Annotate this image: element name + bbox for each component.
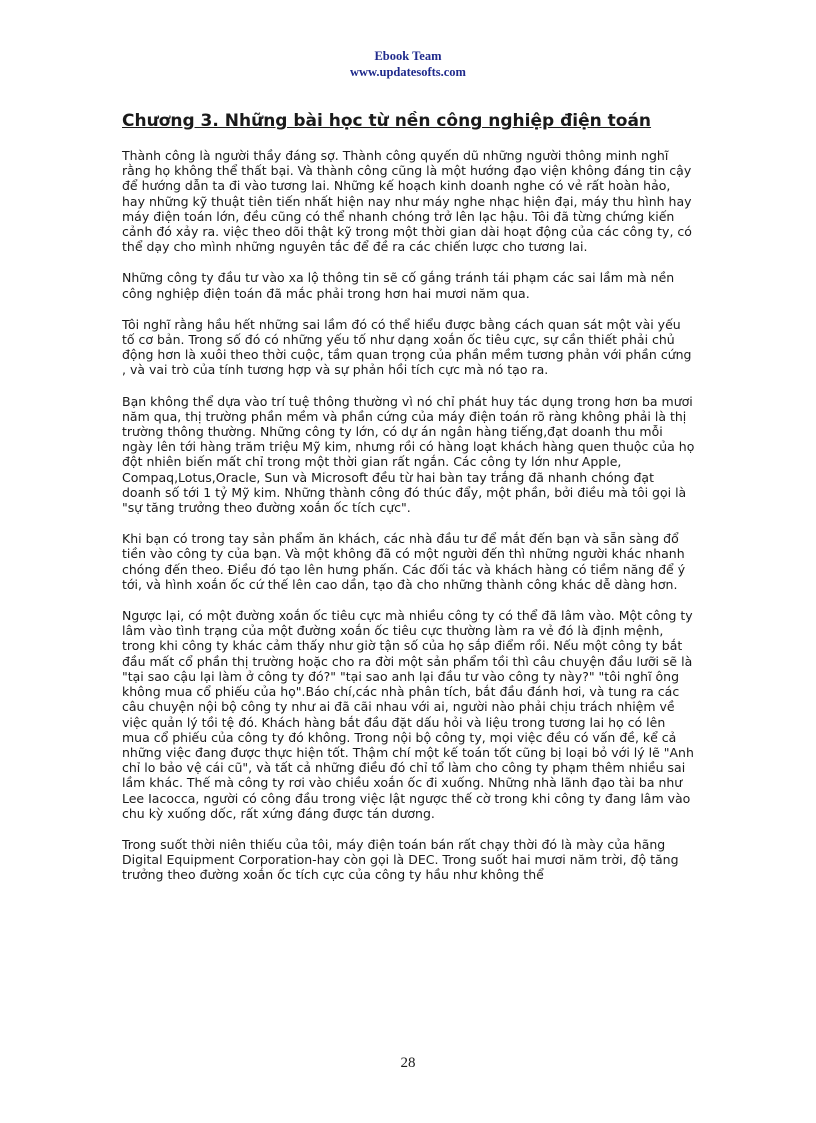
paragraph-4: Bạn không thể dựa vào trí tuệ thông thường vì nó chỉ phát huy tác dụng trong hơn ba mươi năm qua, thị trường phần mềm và phần cứng của máy điện toán rõ ràng không phải là thị trường thông thường. Những công ty lớn, có dự án ngân hàng tiếng,đạt doanh thu mỗi ngày lên tới hàng trăm triệu Mỹ kim, nhưng rồi có hàng loạt khách hàng quen thuộc của họ đột nhiên biến mất chỉ trong một thời gian rất ngắn. Các công ty lớn như Apple, Compaq,Lotus,Oracle, Sun và Microsoft đều từ hai bàn tay trắng đã nhanh chóng đạt doanh số tới 1 tỷ Mỹ kim. Những thành công đó thúc đẩy, một phần, bởi điều mà tôi gọi là "sự tăng trưởng theo đường xoắn ốc tích cực". [122, 393, 695, 516]
page-content [122, 110, 696, 899]
paragraph-2: Những công ty đầu tư vào xa lộ thông tin sẽ cố gắng tránh tái phạm các sai lầm mà nền công nghiệp điện toán đã mắc phải trong hơn hai mươi năm qua. [122, 270, 675, 301]
header-website: www.updatesofts.com [350, 65, 466, 79]
page-header [0, 48, 816, 80]
paragraph-7: Trong suốt thời niên thiếu của tôi, máy điện toán bán rất chạy thời đó là mày của hãng Digital Equipment Corporation-hay còn gọi là DEC. Trong suốt hai mươi năm trời, độ tăng trưởng theo đường xoắn ốc tích cực của công ty hầu như không thể [122, 836, 679, 883]
page-number: 28 [400, 1055, 416, 1071]
paragraph-5: Khi bạn có trong tay sản phẩm ăn khách, các nhà đầu tư để mắt đến bạn và sẵn sàng đổ tiền vào công ty của bạn. Và một không đã có một người đến thì những người khác nhanh chóng đến theo. Điều đó tạo lên hưng phấn. Các đối tác và khách hàng có tiềm năng để ý tới, và hình xoắn ốc cứ thế lên cao dần, tạo đà cho những thành công khác dễ dàng hơn. [122, 531, 686, 592]
paragraph-3: Tôi nghĩ rằng hầu hết những sai lầm đó có thể hiểu được bằng cách quan sát một vài yếu tố cơ bản. Trong số đó có những yếu tố như dạng xoắn ốc tiêu cực, sự cần thiết phải chủ động hơn là xuôi theo thời cuộc, tầm quan trọng của phần mềm tương phản với phần cứng , và vai trò của tính tương hợp và sự phản hồi tích cực mà nó tạo ra. [122, 316, 692, 378]
paragraph-1: Thành công là người thầy đáng sợ. Thành công quyến dũ những người thông minh nghĩ rằng họ không thể thất bại. Và thành công cũng là một hướng đạo viện không đáng tin cậy để hướng dẫn ta đi vào tương lai. Những kế hoạch kinh doanh nghe có vẻ rất hoàn hảo, hay những kỹ thuật tiên tiến nhất hiện nay như máy nghe nhạc hiện đại, máy thu hình hay máy điện toán lớn, đều cũng có thể nhanh chóng trở lên lạc hậu. Tôi đã từng chứng kiến cảnh đó xảy ra. việc theo dõi thật kỹ trong một thời gian dài hoạt động của các công ty, có thể dạy cho mình những nguyên tắc để đề ra các chiến lược cho tương lai. [122, 148, 692, 255]
paragraph-6: Ngược lại, có một đường xoắn ốc tiêu cực mà nhiều công ty có thể đã lâm vào. Một công ty lâm vào tình trạng của một đường xoắn ốc tiêu cực thường làm ra vẻ đó là định mệnh, trong khi công ty khác cảm thấy như giờ tận số của họ sắp điểm rồi. Nếu một công ty bắt đầu mất cổ phần thị trường hoặc cho ra đời một sản phẩm tồi thì câu chuyện đầu lưỡi sẽ là "tại sao cậu lại làm ở công ty đó?" "tại sao anh lại đầu tư vào công ty này?" "tôi nghĩ ông không mua cổ phiếu của họ".Báo chí,các nhà phân tích, bắt đầu đánh hơi, và tung ra các câu chuyện nội bộ công ty như ai đã cãi nhau với ai, người nào phải chịu trách nhiệm về việc quản lý tồi tệ đó. Khách hàng bắt đầu đặt dấu hỏi và liệu trong tương lai họ có lên mua cổ phiếu của công ty đó không. Trong nội bộ công ty, mọi việc đều có vấn đề, kể cả những việc đang được thực hiện tốt. Thậm chí một kế toán tốt cũng bị loại bỏ với lý lẽ "Anh chỉ lo bảo vệ cái cũ", và tất cả những điều đó chỉ tổ làm cho công ty phạm thêm nhiều sai lầm khác. Thế mà công ty rơi vào chiều xoắn ốc đi xuống. Những nhà lãnh đạo tài ba như Lee Iacocca, người có công đầu trong việc lật ngược thế cờ trong khi công ty đang lâm vào chu kỳ xuống dốc, rất xứng đáng được tán dương. [122, 608, 694, 821]
header-team-name: Ebook Team [374, 49, 442, 63]
chapter-title: Chương 3. Những bài học từ nền công nghiệp điện toán [122, 111, 652, 131]
